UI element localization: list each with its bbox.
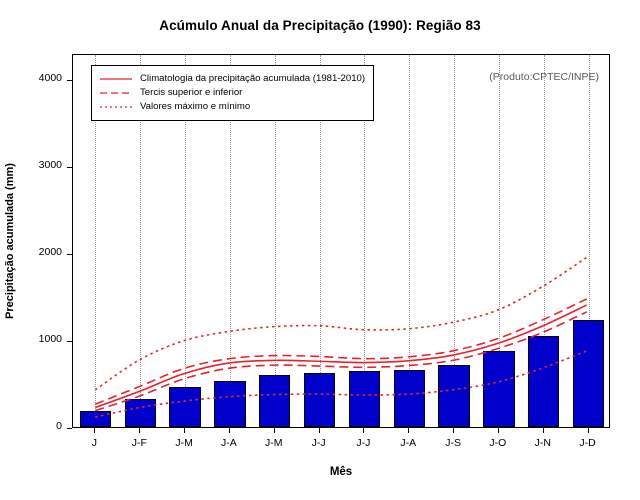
x-tick-mark <box>363 428 364 433</box>
y-tick-mark <box>67 254 72 255</box>
y-axis-title <box>2 54 18 428</box>
x-tick-label: J-F <box>131 437 147 449</box>
x-tick-label: J-N <box>534 437 551 449</box>
legend-swatch-dotted-icon <box>99 102 133 112</box>
x-tick-label: J-D <box>579 437 596 449</box>
x-tick-label: J-M <box>265 437 283 449</box>
legend-swatch-dashed-icon <box>99 88 133 98</box>
y-tick-label: 1000 <box>38 333 62 345</box>
legend-swatch-solid-icon <box>99 74 133 84</box>
x-tick-mark <box>319 428 320 433</box>
y-tick-label: 0 <box>56 420 62 432</box>
x-tick-mark <box>274 428 275 433</box>
series-line <box>95 299 586 404</box>
chart-title: Acúmulo Anual da Precipitação (1990): Região 83 <box>159 18 481 33</box>
legend-item <box>99 72 365 86</box>
y-tick-mark <box>67 341 72 342</box>
x-tick-label: J-A <box>221 437 237 449</box>
series-line <box>95 257 586 389</box>
x-tick-label: J-O <box>489 437 507 449</box>
legend-item-label: Valores máximo e mínimo <box>140 101 251 112</box>
x-tick-mark <box>139 428 140 433</box>
x-tick-label: J-S <box>445 437 461 449</box>
plot-area <box>72 54 610 428</box>
x-tick-label: J-A <box>400 437 417 449</box>
y-tick-mark <box>67 80 72 81</box>
producer-annotation: (Produto:CPTEC/INPE) <box>489 71 599 83</box>
x-tick-mark <box>498 428 499 433</box>
x-tick-mark <box>94 428 95 433</box>
x-axis-title: Mês <box>329 466 353 478</box>
y-tick-label: 3000 <box>38 159 62 172</box>
x-tick-mark <box>184 428 185 433</box>
legend-item-label: Tercis superior e inferior <box>140 87 243 98</box>
y-tick-mark <box>67 167 72 168</box>
x-tick-label: J-M <box>175 437 193 449</box>
legend-item-label: Climatologia da precipitação acumulada (1981-2010) <box>140 73 366 84</box>
y-axis-title-label: Precipitação acumulada (mm) <box>4 163 17 319</box>
x-tick-mark <box>543 428 544 433</box>
x-tick-mark <box>453 428 454 433</box>
x-tick-label: J <box>91 437 98 449</box>
y-tick-label: 2000 <box>38 246 62 258</box>
x-tick-label: J-J <box>356 437 371 449</box>
series-line <box>95 312 586 411</box>
x-tick-mark <box>408 428 409 433</box>
y-tick-mark <box>67 428 72 429</box>
legend-item <box>99 100 365 114</box>
legend <box>91 65 374 121</box>
legend-item <box>99 86 365 100</box>
x-tick-label: J-J <box>311 437 326 449</box>
x-tick-mark <box>229 428 230 433</box>
series-line <box>95 305 586 407</box>
x-tick-mark <box>588 428 589 433</box>
y-tick-label: 4000 <box>38 72 62 85</box>
